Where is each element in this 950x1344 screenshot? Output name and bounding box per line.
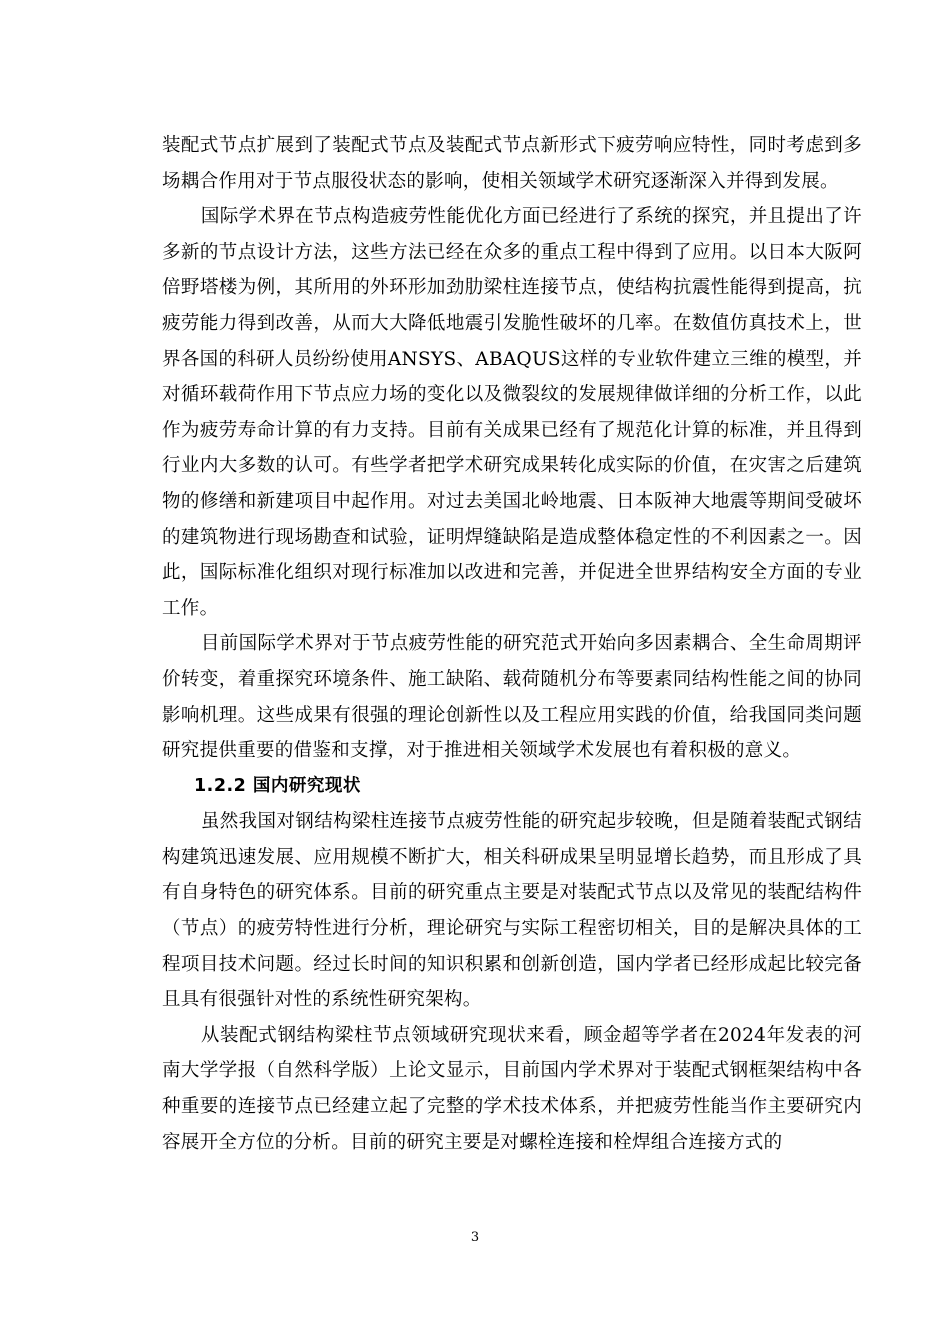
paragraph-domestic-research: 虽然我国对钢结构梁柱连接节点疲劳性能的研究起步较晚，但是随着装配式钢结构建筑迅速发展、应用规模不断扩大，相关科研成果呈明显增长趋势，而且形成了具有自身特色的研究体系。目前的研究重点主要是对装配式节点以及常见的装配结构件（节点）的疲劳特性进行分析，理论研究与实际工程密切相关，目的是解决具体的工程项目技术问题。经过长时间的知识积累和创新创造，国内学者已经形成起比较完备且具有很强针对性的系统性研究架构。 xyxy=(162,811,862,1011)
page-number: 3 xyxy=(470,1230,480,1245)
section-heading-domestic-research: 1.2.2 国内研究现状 xyxy=(194,775,361,796)
paragraph-international-research: 国际学术界在节点构造疲劳性能优化方面已经进行了系统的探究，并且提出了许多新的节点设计方法，这些方法已经在众多的重点工程中得到了应用。以日本大阪阿倍野塔楼为例，其所用的外环形加劲肋梁柱连接节点，使结构抗震性能得到提高，抗疲劳能力得到改善，从而大大降低地震引发脆性破坏的几率。在数值仿真技术上，世界各国的科研人员纷纷使用ANSYS、ABAQUS这样的专业软件建立三维的模型，并对循环载荷作用下节点应力场的变化以及微裂纹的发展规律做详细的分析工作，以此作为疲劳寿命计算的有力支持。目前有关成果已经有了规范化计算的标准，并且得到行业内大多数的认可。有些学者把学术研究成果转化成实际的价值，在灾害之后建筑物的修缮和新建项目中起作用。对过去美国北岭地震、日本阪神大地震等期间受破坏的建筑物进行现场勘查和试验，证明焊缝缺陷是造成整体稳定性的不利因素之一。因此，国际标准化组织对现行标准加以改进和完善，并促进全世界结构安全方面的专业工作。 xyxy=(162,206,862,619)
paragraph-prefab-steel-status: 从装配式钢结构梁柱节点领域研究现状来看，顾金超等学者在2024年发表的河南大学学报（自然科学版）上论文显示，目前国内学术界对于装配式钢框架结构中各种重要的连接节点已经建立起了完整的学术技术体系，并把疲劳性能当作主要研究内容展开全方位的分析。目前的研究主要是对螺栓连接和栓焊组合连接方式的 xyxy=(162,1024,862,1153)
body-text xyxy=(162,128,862,1160)
paragraph-research-paradigm: 目前国际学术界对于节点疲劳性能的研究范式开始向多因素耦合、全生命周期评价转变，着重探究环境条件、施工缺陷、载荷随机分布等要素同结构性能之间的协同影响机理。这些成果有很强的理论创新性以及工程应用实践的价值，给我国同类问题研究提供重要的借鉴和支撑，对于推进相关领域学术发展也有着积极的意义。 xyxy=(162,633,862,762)
paragraph-continuation: 装配式节点扩展到了装配式节点及装配式节点新形式下疲劳响应特性，同时考虑到多场耦合作用对于节点服役状态的影响，使相关领域学术研究逐渐深入并得到发展。 xyxy=(162,135,862,192)
